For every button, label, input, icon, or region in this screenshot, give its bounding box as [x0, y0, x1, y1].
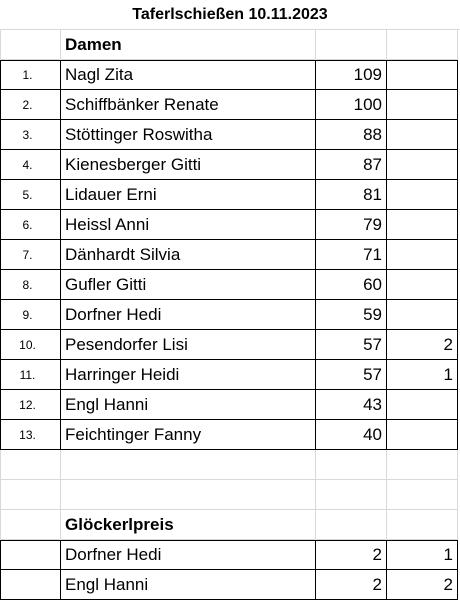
rank-cell: 3. — [0, 120, 61, 150]
name-cell: Harringer Heidi — [61, 360, 316, 390]
name-cell: Engl Hanni — [61, 390, 316, 420]
extra-cell — [387, 270, 458, 300]
name-cell: Lidauer Erni — [61, 180, 316, 210]
name-cell: Dorfner Hedi — [61, 540, 316, 570]
name-cell: Gufler Gitti — [61, 270, 316, 300]
empty-row — [0, 450, 460, 480]
extra-cell: 2 — [387, 330, 458, 360]
extra-cell — [387, 150, 458, 180]
points-cell: 40 — [316, 420, 387, 450]
extra-cell — [387, 210, 458, 240]
table-row — [0, 360, 460, 390]
name-cell: Engl Hanni — [61, 570, 316, 600]
table-row — [0, 330, 460, 360]
table-row — [0, 90, 460, 120]
rank-cell: 10. — [0, 330, 61, 360]
section-title-damen: Damen — [61, 30, 316, 60]
points-cell: 2 — [316, 570, 387, 600]
rank-cell: 6. — [0, 210, 61, 240]
table-row — [0, 540, 460, 570]
extra-cell — [387, 420, 458, 450]
empty-row — [0, 480, 460, 510]
rank-cell — [0, 570, 61, 600]
extra-cell: 1 — [387, 540, 458, 570]
extra-cell: 1 — [387, 360, 458, 390]
points-cell: 57 — [316, 360, 387, 390]
section-title-gloeckerlpreis: Glöckerlpreis — [61, 510, 316, 540]
name-cell: Dänhardt Silvia — [61, 240, 316, 270]
table-row — [0, 150, 460, 180]
rank-cell: 1. — [0, 60, 61, 90]
table-row — [0, 120, 460, 150]
table-row — [0, 60, 460, 90]
extra-cell — [387, 300, 458, 330]
points-cell: 87 — [316, 150, 387, 180]
extra-cell — [387, 60, 458, 90]
extra-cell — [387, 390, 458, 420]
extra-cell — [387, 120, 458, 150]
rank-cell: 2. — [0, 90, 61, 120]
points-cell: 2 — [316, 540, 387, 570]
table-row — [0, 390, 460, 420]
points-cell: 71 — [316, 240, 387, 270]
rank-cell: 12. — [0, 390, 61, 420]
points-cell: 81 — [316, 180, 387, 210]
name-cell: Dorfner Hedi — [61, 300, 316, 330]
rank-cell — [0, 540, 61, 570]
name-cell: Nagl Zita — [61, 60, 316, 90]
points-cell: 60 — [316, 270, 387, 300]
rank-cell: 5. — [0, 180, 61, 210]
table-row — [0, 570, 460, 600]
name-cell: Heissl Anni — [61, 210, 316, 240]
rank-cell: 8. — [0, 270, 61, 300]
gloeckerl-header-row — [0, 510, 460, 540]
table-row — [0, 210, 460, 240]
extra-cell — [387, 180, 458, 210]
damen-header-row — [0, 30, 460, 60]
points-cell: 88 — [316, 120, 387, 150]
points-cell: 57 — [316, 330, 387, 360]
points-cell: 100 — [316, 90, 387, 120]
extra-cell: 2 — [387, 570, 458, 600]
extra-cell — [387, 240, 458, 270]
name-cell: Pesendorfer Lisi — [61, 330, 316, 360]
points-cell: 79 — [316, 210, 387, 240]
points-cell: 109 — [316, 60, 387, 90]
name-cell: Stöttinger Roswitha — [61, 120, 316, 150]
rank-cell: 4. — [0, 150, 61, 180]
table-row — [0, 300, 460, 330]
table-row — [0, 270, 460, 300]
sheet-title: Taferlschießen 10.11.2023 — [0, 0, 460, 30]
rank-cell: 13. — [0, 420, 61, 450]
rank-cell: 9. — [0, 300, 61, 330]
name-cell: Feichtinger Fanny — [61, 420, 316, 450]
rank-cell: 11. — [0, 360, 61, 390]
name-cell: Schiffbänker Renate — [61, 90, 316, 120]
extra-cell — [387, 90, 458, 120]
table-row — [0, 420, 460, 450]
points-cell: 43 — [316, 390, 387, 420]
points-cell: 59 — [316, 300, 387, 330]
table-row — [0, 180, 460, 210]
name-cell: Kienesberger Gitti — [61, 150, 316, 180]
rank-cell: 7. — [0, 240, 61, 270]
table-row — [0, 240, 460, 270]
